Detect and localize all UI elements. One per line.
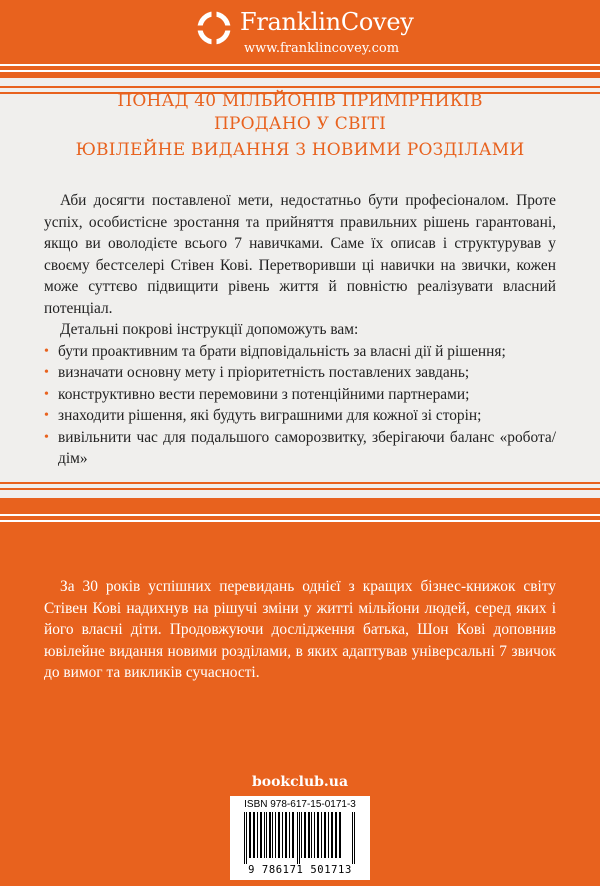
list-item: • конструктивно вести перемовини з потенційними партнерами;	[44, 384, 556, 406]
brand-name: FranklinCovey	[240, 8, 414, 36]
list-item: • вивільнити час для подальшого саморозвитку, зберігаючи баланс «робота/дім»	[44, 428, 556, 467]
bottom-stripe-2	[0, 520, 600, 522]
list-item: • знаходити рішення, які будуть виграшними для кожної зі сторін;	[44, 405, 556, 427]
top-stripe-1	[0, 64, 600, 66]
skills-list	[44, 341, 556, 470]
top-stripe-2	[0, 70, 600, 72]
closing-text	[44, 576, 556, 684]
compass-logo-icon	[196, 10, 232, 46]
barcode-bars	[242, 812, 358, 864]
intro-text	[44, 190, 556, 470]
ean-number: 9 786171 501713	[248, 864, 352, 876]
brand-url: www.franklincovey.com	[244, 41, 400, 56]
publisher-site: bookclub.ua	[251, 774, 349, 790]
closing-paragraph: За 30 років успішних перевидань однієї з кращих бізнес-книжок світу Стівен Кові надихнув на рішучі зміни у житті мільйони людей, серед яких і його власні діти. Продовжуючи дослідження батька, Шон Кові доповнив ювілейне видання новими розділами, в яких адаптував універсальні 7 звичок до вимог та викликів сучасності.	[44, 578, 556, 681]
list-item: • бути проактивним та брати відповідальність за власні дії й рішення;	[44, 341, 556, 363]
bullet-icon: •	[44, 365, 49, 380]
bullet-icon: •	[44, 386, 49, 402]
intro-paragraph: Аби досягти поставленої мети, недостатньо бути професіоналом. Проте успіх, особистісне зростання та прийняття правильних рішень гарантовані, якщо ви оволодієте всього 7 навичками. Саме їх описав і структурував у своєму бестселері Стівен Кові. Перетворивши ці навички на звички, кожен може суттєво підвищити рівень життя й повністю реалізувати власний потенціал.	[44, 192, 556, 317]
headline-line-2: ПРОДАНО У СВІТІ	[213, 114, 387, 134]
franklincovey-logo	[196, 8, 436, 60]
barcode	[230, 796, 370, 880]
list-item: • визначати основну мету і пріоритетність поставлених завдань;	[44, 362, 556, 384]
bullet-icon: •	[44, 408, 49, 423]
headline-line-1: ПОНАД 40 МІЛЬЙОНІВ ПРИМІРНИКІВ	[117, 91, 483, 111]
headline-line-3: ЮВІЛЕЙНЕ ВИДАННЯ З НОВИМИ РОЗДІЛАМИ	[75, 140, 525, 160]
bullet-icon: •	[44, 429, 49, 445]
intro-lead: Детальні покрові інструкції допоможуть вам:	[60, 321, 359, 338]
bottom-stripe-1	[0, 514, 600, 516]
bullet-icon: •	[44, 343, 49, 359]
isbn-label: ISBN 978-617-15-0171-3	[244, 799, 356, 810]
